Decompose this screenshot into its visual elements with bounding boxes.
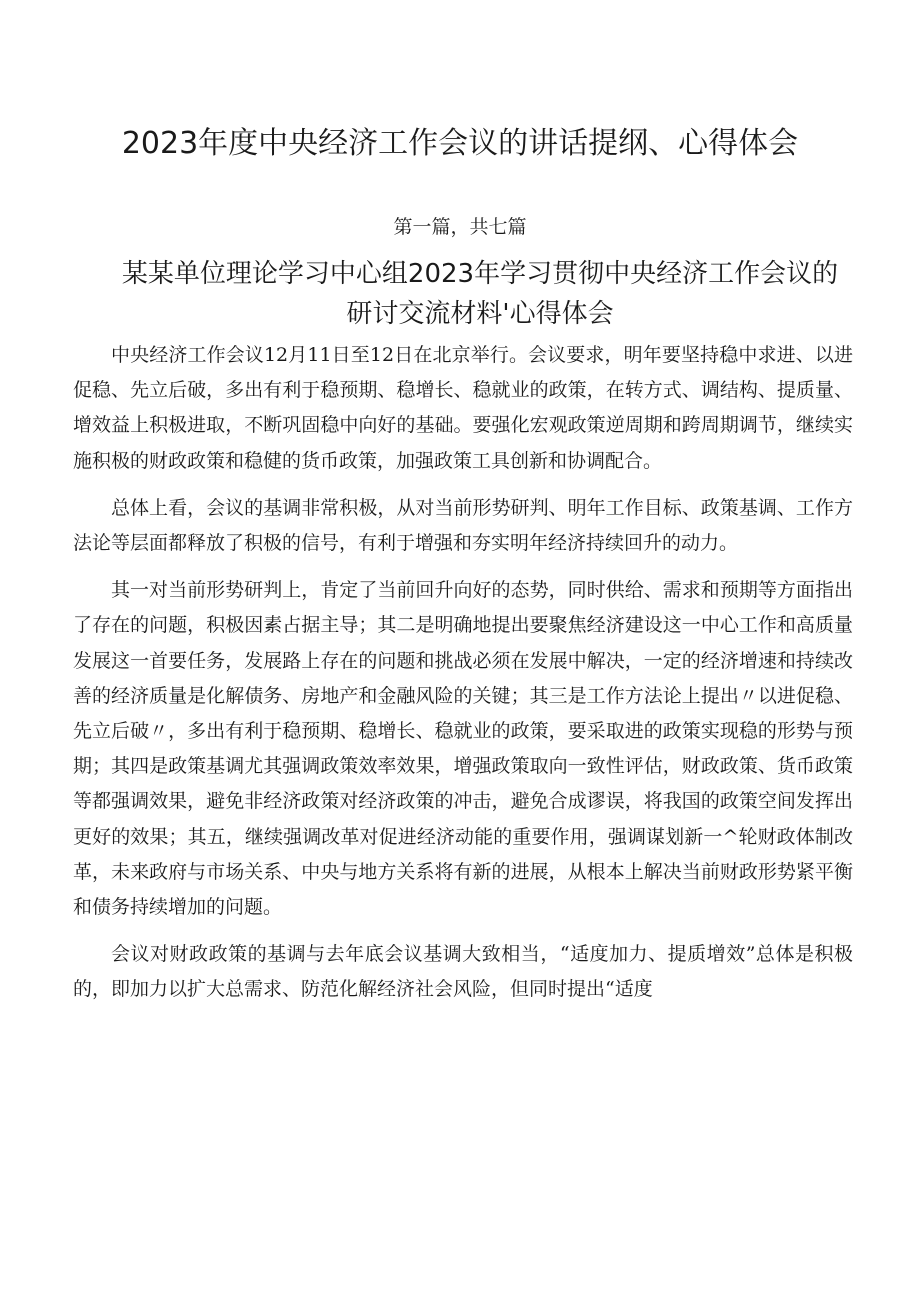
article-title: [100, 254, 860, 334]
paragraph: 其一对当前形势研判上，肯定了当前回升向好的态势，同时供给、需求和预期等方面指出了存在的问题，积极因素占据主导；其二是明确地提出要聚焦经济建设这一中心工作和高质量发展这一首要任务，发展路上存在的问题和挑战必须在发展中解决，一定的经济增速和持续改善的经济质量是化解债务、房地产和金融风险的关键；其三是工作方法论上提出〃以进促稳、先立后破〃，多出有利于稳预期、稳增长、稳就业的政策，要采取进的政策实现稳的形势与预期；其四是政策基调尤其强调政策效率效果，增强政策取向一致性评估，财政政策、货币政策等都强调效果，避免非经济政策对经济政策的冲击，避免合成谬误，将我国的政策空间发挥出更好的效果；其五，继续强调改革对促进经济动能的重要作用，强调谋划新一^轮财政体制改革，未来政府与市场关系、中央与地方关系将有新的进展，从根本上解决当前财政形势紧平衡和债务持续增加的问题。: [73, 579, 853, 919]
paragraph: 中央经济工作会议12月11日至12日在北京举行。会议要求，明年要坚持稳中求进、以进促稳、先立后破，多出有利于稳预期、稳增长、稳就业的政策，在转方式、调结构、提质量、增效益上积极进取，不断巩固稳中向好的基础。要强化宏观政策逆周期和跨周期调节，继续实施积极的财政政策和稳健的货币政策，加强政策工具创新和协调配合。: [73, 344, 853, 472]
paragraph: 总体上看，会议的基调非常积极，从对当前形势研判、明年工作目标、政策基调、工作方法论等层面都释放了积极的信号，有利于增强和夯实明年经济持续回升的动力。: [73, 496, 853, 555]
document-title: 2023年度中央经济工作会议的讲话提纲、心得体会: [121, 126, 799, 161]
article-body: [73, 338, 853, 1020]
article-title-line-1: 某某单位理论学习中心组2023年学习贯彻中央经济工作会议的: [121, 259, 839, 289]
article-title-line-2: 研讨交流材料'心得体会: [346, 299, 614, 329]
paragraph: 会议对财政政策的基调与去年底会议基调大致相当，“适度加力、提质增效”总体是积极的，即加力以扩大总需求、防范化解经济社会风险，但同时提出“适度: [73, 943, 853, 1001]
section-label: 第一篇，共七篇: [393, 216, 527, 238]
